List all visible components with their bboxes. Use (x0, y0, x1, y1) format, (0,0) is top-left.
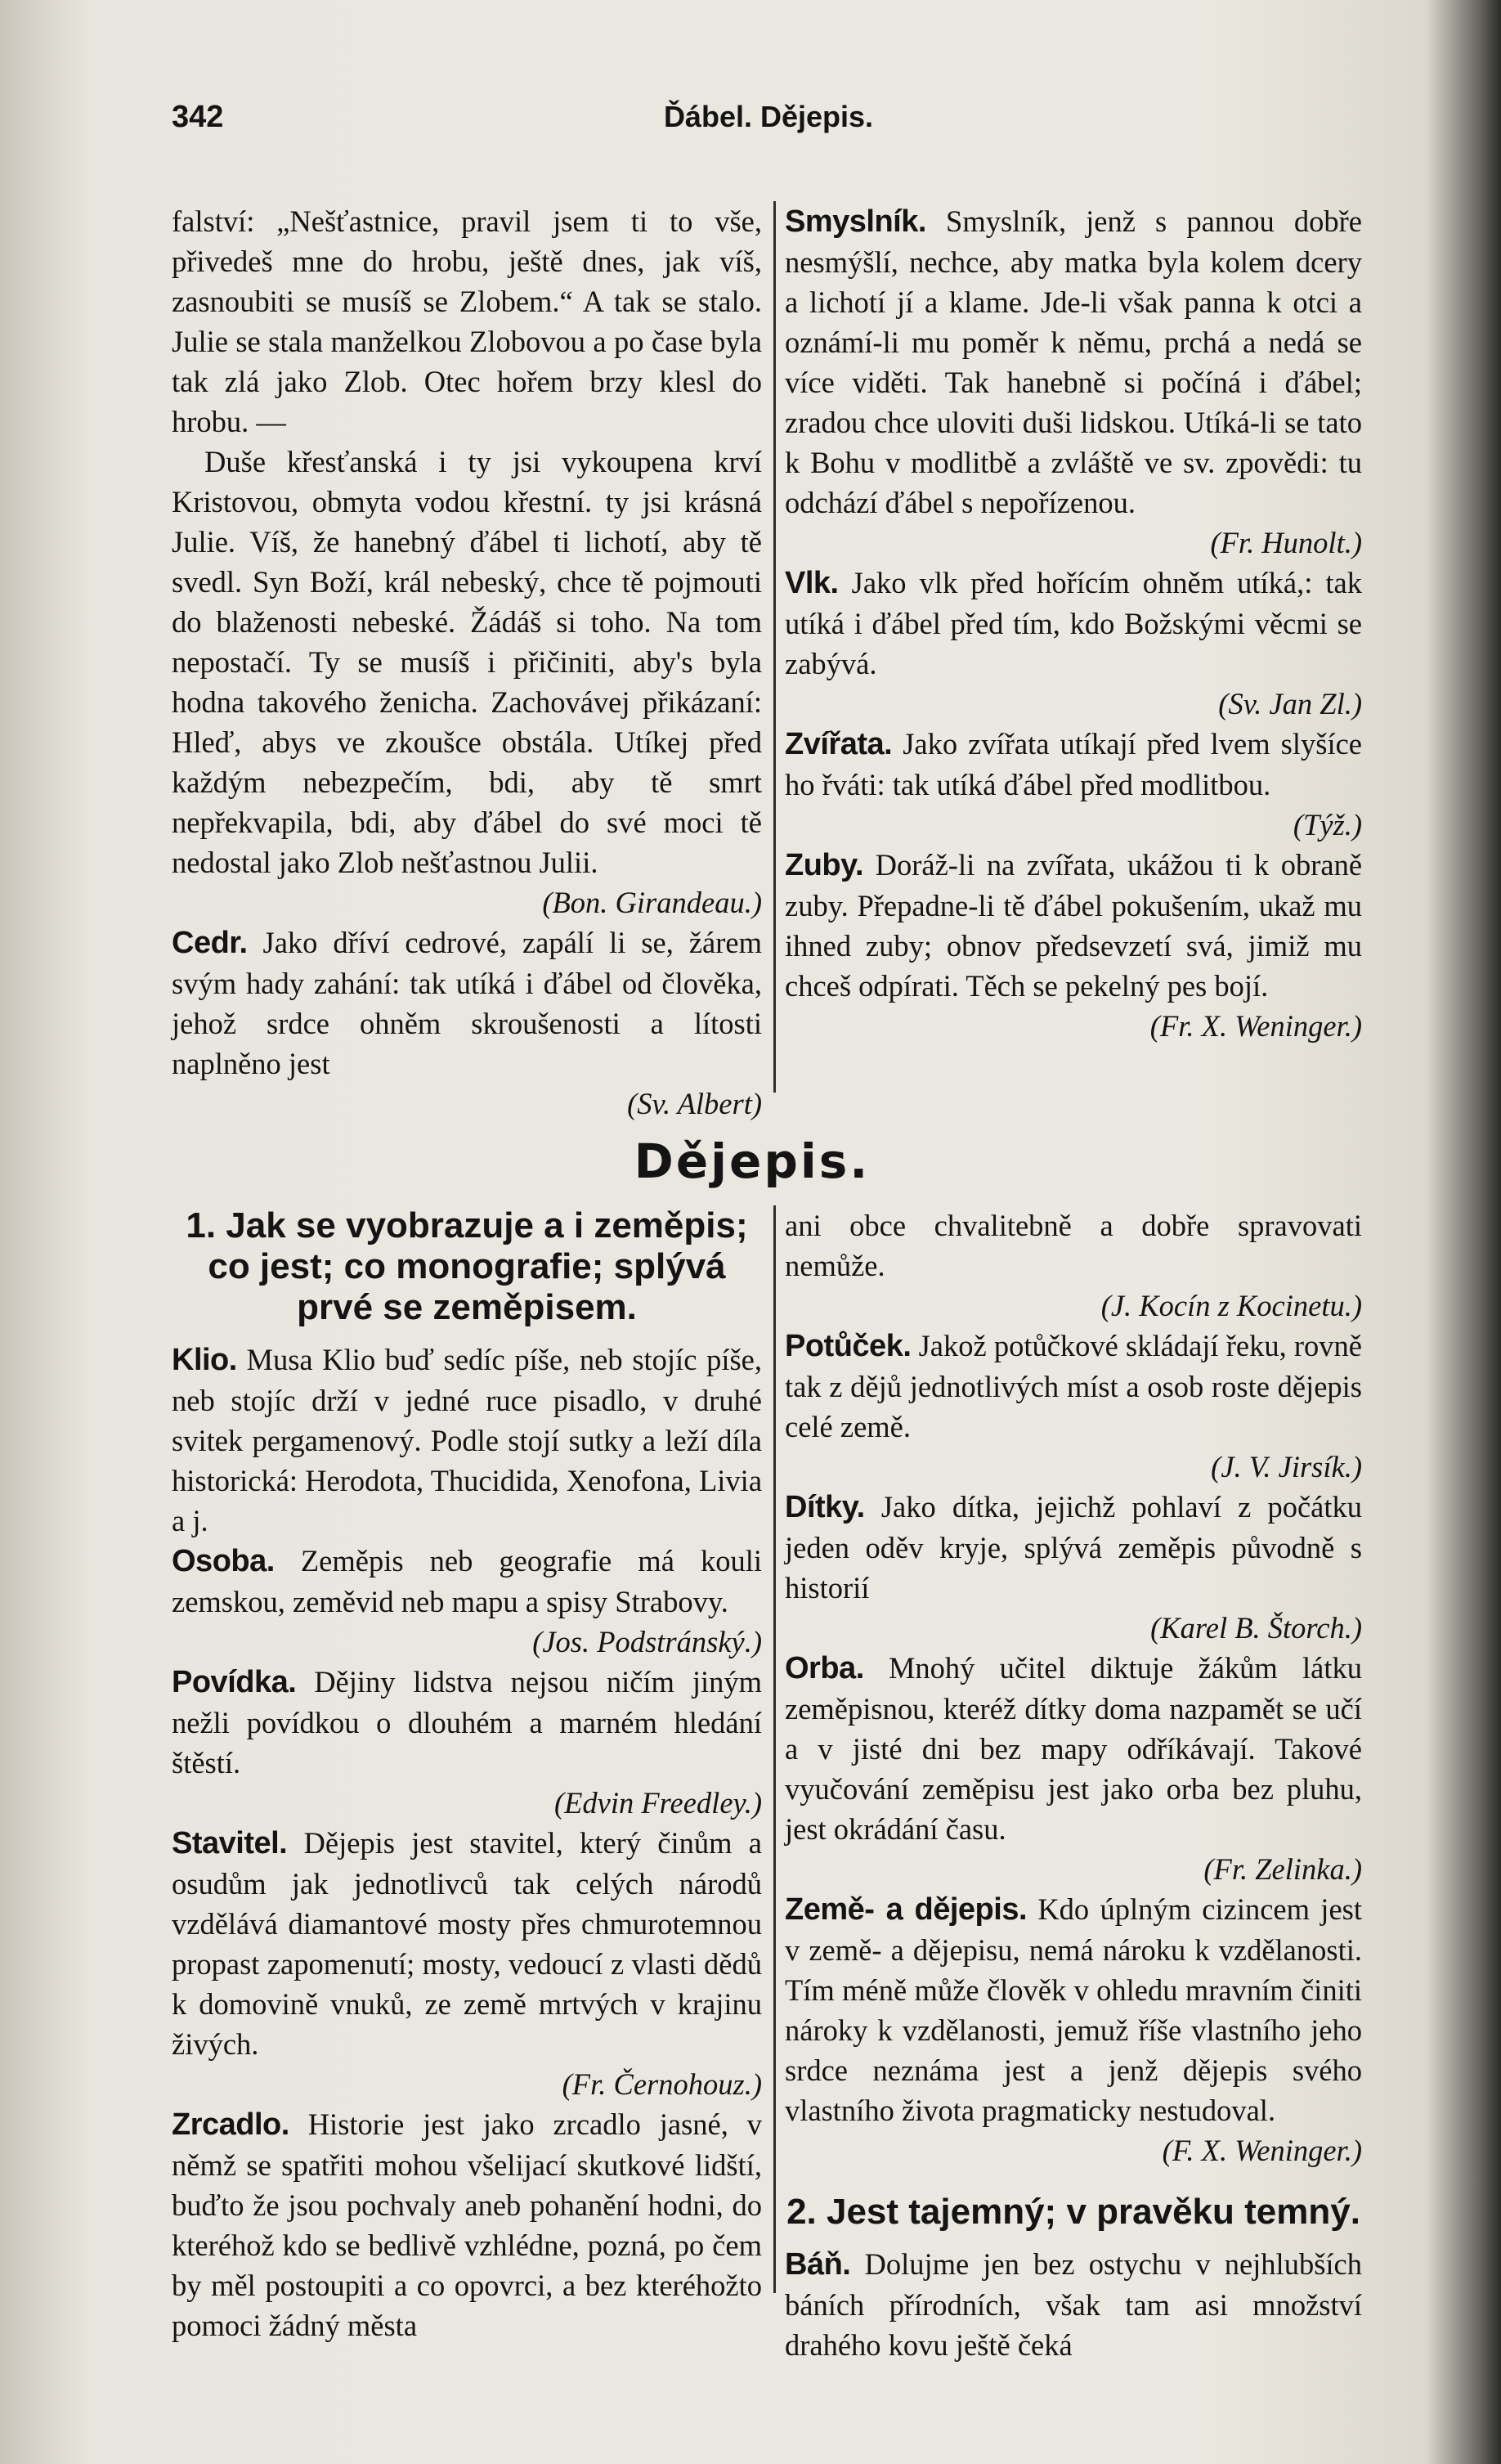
bottom-left-column (172, 1205, 762, 2345)
column-divider (773, 1205, 776, 2293)
citation: (Týž.) (1293, 808, 1362, 842)
citation: (J. Kocín z Kocinetu.) (1100, 1289, 1362, 1322)
paragraph-text: Jako vlk před hořícím ohněm utíká,: tak utíká i ďábel před tím, kdo Božskými věcmi se zabývá. (785, 566, 1363, 680)
top-left-column (172, 201, 762, 1124)
top-right-column (785, 201, 1362, 1046)
citation: (F. X. Weninger.) (1162, 2134, 1362, 2167)
paragraph-text: Jakož potůčkové skládají řeku, rovně tak z dějů jednotlivých míst a osob roste dějepis celé země. (785, 1329, 1362, 1443)
citation: (Sv. Jan Zl.) (1218, 687, 1362, 720)
citation: (Fr. Hunolt.) (1210, 526, 1362, 559)
paragraph (785, 1889, 1362, 2170)
paragraph-text: Historie jest jako zrcadlo jasné, v němž se spatřiti mohou všelijací skutkové lidští, buďto že jsou pochvaly aneb pohanění hodni, do kteréhož kdo se bedlivě vzhlédne, pozná, po čem by měl postoupiti a co opovrci, a bez kteréhožto pomoci žádný města (172, 2107, 763, 2342)
running-title: Ďábel. Dějepis. (663, 100, 874, 133)
entry-keyword: Dítky. (785, 1490, 865, 1524)
section-heading: Dějepis. (634, 1133, 871, 1189)
citation: (Sv. Albert) (627, 1087, 762, 1120)
paragraph-text: Kdo úplným cizincem jest v země- a dějepisu, nemá nároku k vzdělanosti. Tím méně může člověk v ohledu mravním činiti nároky k vzdělanosti, jemuž říše vlastního jeho srdce neznáma jest a jenž dějepis svého vlastního života pragmaticky nestudoval. (785, 1892, 1362, 2127)
citation: (Fr. Černohouz.) (562, 2067, 762, 2101)
citation: (Jos. Podstránský.) (532, 1625, 762, 1658)
paragraph (172, 201, 762, 442)
paragraph-text: Jako dříví cedrové, zapálí li se, žárem svým hady zahání: tak utíká i ďábel od člověka, jehož srdce ohněm skroušenosti a lítosti naplněno jest (172, 926, 762, 1080)
paragraph-text: Musa Klio buď sedíc píše, neb stojíc píše, neb stojíc drží v jedné ruce pisadlo, v druhé svitek pergamenový. Podle stojí sutky a leží díla historická: Herodota, Thucidida, Xenofona, Livia a j. (172, 1343, 763, 1537)
paragraph-text: Zeměpis neb geografie má kouli zemskou, zeměvid neb mapu a spisy Strabovy. (172, 1544, 762, 1618)
page-header (172, 100, 1365, 149)
paragraph (785, 2244, 1362, 2365)
paragraph-text: Doráž-li na zvířata, ukážou ti k obraně zuby. Přepadne-li tě ďábel pokušením, ukaž mu ihned zuby; obnov předsevzetí svá, jimiž mu chceš odpírati. Těch se pekelný pes bojí. (785, 848, 1363, 1003)
entry-keyword: Osoba. (172, 1544, 275, 1578)
paragraph-text: Mnohý učitel diktuje žákům látku zeměpisnou, kteréž dítky doma nazpamět se učí a v jisté dni bez mapy odříkávají. Takové vyučování zeměpisu jest jako orba bez pluhu, jest okrádání času. (785, 1651, 1362, 1846)
entry-keyword: Povídka. (172, 1665, 297, 1699)
chapter-heading: 2. Jest tajemný; v pravěku temný. (786, 2192, 1360, 2232)
entry-keyword: Země- a dějepis. (785, 1892, 1028, 1927)
paragraph (172, 1340, 762, 1541)
paragraph-text: falství: „Nešťastnice, pravil jsem ti to vše, přivedeš mne do hrobu, ještě dnes, jak víš, zasnoubiti se musíš se Zlobem.“ A tak se stalo. Julie se stala manželkou Zlobovou a po čase byla tak zlá jako Zlob. Otec hořem brzy klesl do hrobu. — (172, 204, 762, 438)
citation: (Fr. X. Weninger.) (1149, 1009, 1362, 1043)
paragraph (785, 563, 1362, 724)
paragraph (172, 2104, 762, 2345)
paragraph-text: Dějiny lidstva nejsou ničím jiným nežli povídkou o dlouhém a marném hledání štěstí. (172, 1665, 762, 1780)
citation: (J. V. Jirsík.) (1211, 1450, 1362, 1483)
paragraph-text: Duše křesťanská i ty jsi vykoupena krví Kristovou, obmyta vodou křestní. ty jsi krásná Julie. Víš, že hanebný ďábel ti lichotí, aby tě svedl. Syn Boží, král nebeský, chce tě pojmouti do blaženosti nebeské. Žádáš si toho. Na tom nepostačí. Ty se musíš i přičiniti, aby's byla hodna takového ženicha. Zachovávej přikázaní: Hleď, abys ve zkoušce obstála. Utíkej před každým nebezpečím, bdi, aby tě smrt nepřekvapila, bdi, aby ďábel do své moci tě nedostal jako Zlob nešťastnou Julii. (172, 445, 762, 879)
entry-keyword: Stavitel. (172, 1826, 288, 1860)
paragraph (172, 442, 762, 922)
paragraph (785, 845, 1362, 1046)
paragraph (172, 1662, 762, 1823)
paragraph-text: ani obce chvalitebně a dobře spravovati nemůže. (785, 1209, 1362, 1282)
entry-keyword: Smyslník. (785, 204, 926, 239)
entry-keyword: Zrcadlo. (172, 2107, 289, 2142)
page-number: 342 (172, 100, 224, 134)
entry-keyword: Zvířata. (785, 727, 893, 761)
bottom-right-column (785, 1205, 1362, 2365)
paragraph-text: Jako dítka, jejichž pohlaví z počátku jeden oděv kryje, splývá zeměpis původně s historií (785, 1490, 1362, 1605)
paragraph (785, 1205, 1362, 1326)
entry-keyword: Orba. (785, 1651, 864, 1685)
entry-keyword: Báň. (785, 2247, 851, 2282)
entry-keyword: Klio. (172, 1343, 237, 1377)
paragraph-text: Dějepis jest stavitel, který činům a osudům jak jednotlivců tak celých národů vzdělává diamantové mosty přes chmurotemnou propast zapomenutí; mosty, vedoucí z vlasti dědů k domovině vnuků, ze země mrtvých v krajinu živých. (172, 1826, 763, 2061)
paragraph-text: Jako zvířata utíkají před lvem slyšíce ho řváti: tak utíká ďábel před modlitbou. (785, 727, 1362, 801)
paragraph (172, 1823, 762, 2104)
citation: (Karel B. Štorch.) (1150, 1611, 1362, 1645)
paragraph (785, 1648, 1362, 1889)
paragraph (785, 1326, 1362, 1487)
citation: (Edvin Freedley.) (553, 1786, 762, 1820)
entry-keyword: Zuby. (785, 848, 864, 882)
citation: (Bon. Girandeau.) (542, 886, 762, 919)
column-divider (773, 201, 776, 1093)
paragraph (172, 1541, 762, 1662)
paragraph (785, 201, 1362, 563)
paragraph (785, 724, 1362, 845)
chapter-heading: 1. Jak se vyobrazuje a i zeměpis; co jest; co monografie; splývá prvé se zeměpisem. (186, 1205, 748, 1327)
citation: (Fr. Zelinka.) (1203, 1852, 1362, 1886)
paragraph-text: Dolujme jen bez ostychu v nejhlubších báních přírodních, však tam asi množství drahého kovu ještě čeká (785, 2247, 1362, 2362)
paragraph-text: Smyslník, jenž s pannou dobře nesmýšlí, nechce, aby matka byla kolem dcery a lichotí jí a klame. Jde-li však panna k otci a oznámí-li mu poměr k němu, prchá a nedá se více viděti. Tak hanebně si počíná i ďábel; zradou chce uloviti duši lidskou. Utíká-li se tato k Bohu v modlitbě a zvláště ve sv. zpovědi: tu odchází ďábel s nepořízenou. (785, 204, 1362, 519)
paragraph (172, 922, 762, 1124)
entry-keyword: Cedr. (172, 926, 248, 960)
paragraph (785, 1487, 1362, 1648)
entry-keyword: Vlk. (785, 566, 839, 600)
entry-keyword: Potůček. (785, 1329, 912, 1363)
